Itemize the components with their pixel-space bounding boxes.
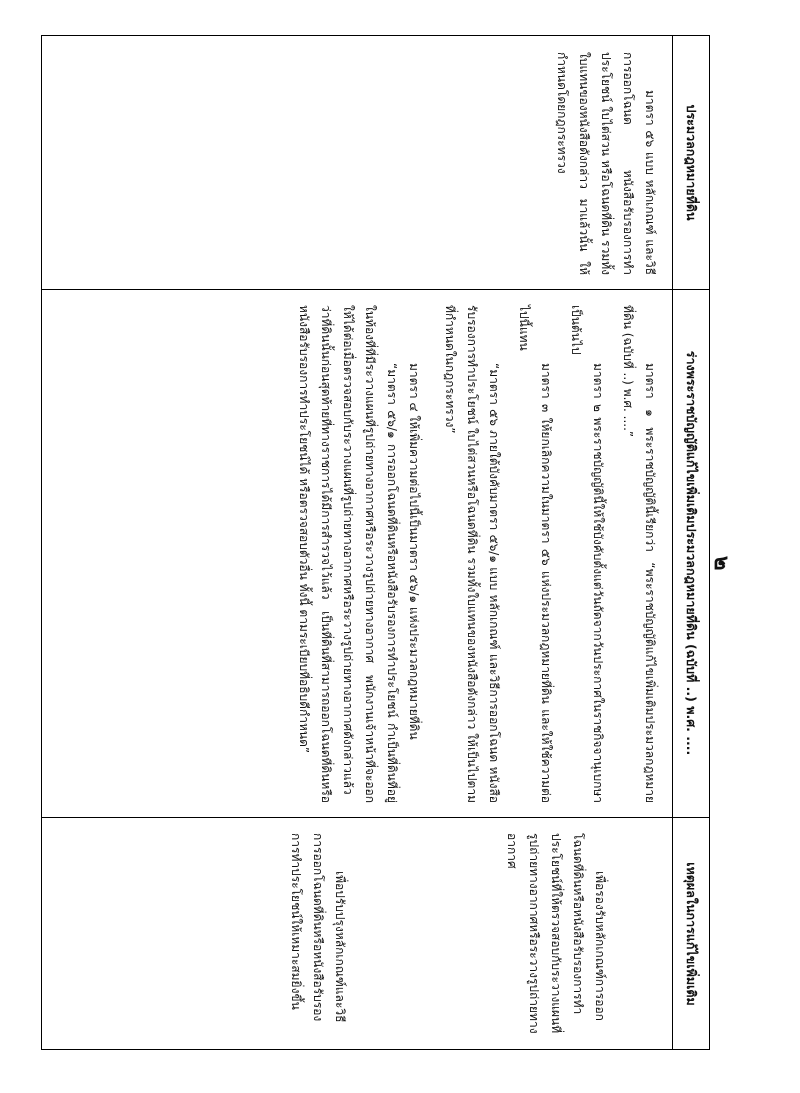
header-divider [672,36,673,1049]
comparison-table [41,35,710,1050]
column-divider [42,289,709,290]
draft-new-section-56: “มาตรา ๕๖ ภายใต้บังคับมาตรา ๕๖/๑ แบบ หลักเกณฑ์ และวิธีการออกโฉนด หนังสือรับรองการทำประโยชน์ ใบไต่สวนหรือโฉนดที่ดิน รวมทั้งใบแทนของหนังสือดังกล่าว ให้เป็นไปตามที่กำหนดในกฎกระทรวง” [443,305,501,803]
draft-act-header: ร่างพระราชบัญญัติแก้ไขเพิ่มเติมประมวลกฎหมายที่ดิน (ฉบับที่ ..) พ.ศ. .... [684,350,699,756]
draft-act-column [42,289,709,817]
reason-column [42,817,709,1051]
draft-act-body [293,289,673,817]
page-number: ๒ [709,556,734,571]
reason-2: เพื่อปรับปรุงหลักเกณฑ์และวิธีการออกโฉนดที่ดินหรือหนังสือรับรองการทำประโยชน์ให้เหมาะสมยิ่งขึ้น [289,833,347,1023]
reason-header: เหตุผลในการแก้ไขเพิ่มเติม [684,862,699,1006]
draft-section-2: มาตรา ๒ พระราชบัญญัตินี้ให้ใช้บังคับตั้งแต่วันถัดจากวันประกาศในราชกิจจานุเบกษาเป็นต้นไป [569,305,605,803]
draft-new-section-56-1: “มาตรา ๕๖/๑ การออกโฉนดที่ดินหรือหนังสือรับรองการทำประโยชน์ กำเป็นที่ดินที่อยู่ในท้องที่ที่มีระวางแผนที่รูปถ่ายทางอากาศหรือระวางรูปถ่ายทางอากาศ พนักงานเจ้าหน้าที่จะออกให้ได้ต่อเมื่อตรวจสอบกับระวางแผนที่รูปถ่ายทางอากาศหรือระวางรูปถ่ายทางอากาศดังกล่าวแล้วว่าที่ดินนั้นก่อนสุดท้ายที่ทางราชการได้มีการสำรวจไว้แล้ว เป็นที่ดินที่สามารถออกโฉนดที่ดินหรือหนังสือรับรองการทำประโยชน์ได้ หรือตรวจสอบตัวอื่น ทั้งนี้ ตามระเบียบที่อธิบดีกำหนด” [297,305,399,803]
draft-section-1: มาตรา ๑ พระราชบัญญัตินี้เรียกว่า “พระราชบัญญัติแก้ไขเพิ่มเติมประมวลกฎหมายที่ดิน (ฉบับที่ ..) พ.ศ. ....” [621,305,657,803]
current-law-header: ประมวลกฎหมายที่ดิน [684,104,699,221]
draft-section-3: มาตรา ๓ ให้ยกเลิกความในมาตรา ๕๖ แห่งประมวลกฎหมายที่ดิน และให้ใช้ความต่อไปนี้แทน [517,305,553,803]
reason-body [285,817,673,1051]
current-law-body [551,36,673,289]
column-divider [42,817,709,818]
current-law-section-56: มาตรา ๕๖ แบบ หลักเกณฑ์ และวิธีการออกโฉนด หนังสือรับรองการทำประโยชน์ ใบไต่สวน หรือโฉนดที่ดิน รวมทั้งใบแทนของหนังสือดังกล่าว มาแล้วนั้น ให้กำหนดโดยกฎกระทรวง [555,52,657,275]
reason-1: เพื่อรองรับหลักเกณฑ์การออกโฉนดที่ดินหรือหนังสือรับรองการทำประโยชน์ที่ให้ตรวจสอบกับระวางแผนที่รูปถ่ายทางอากาศหรือระวางรูปถ่ายทางอากาศ [505,833,607,1034]
draft-section-4: มาตรา ๔ ให้เพิ่มความต่อไปนี้เป็นมาตรา ๕๖/๑ แห่งประมวลกฎหมายที่ดิน [407,363,421,740]
current-law-column [42,36,709,289]
